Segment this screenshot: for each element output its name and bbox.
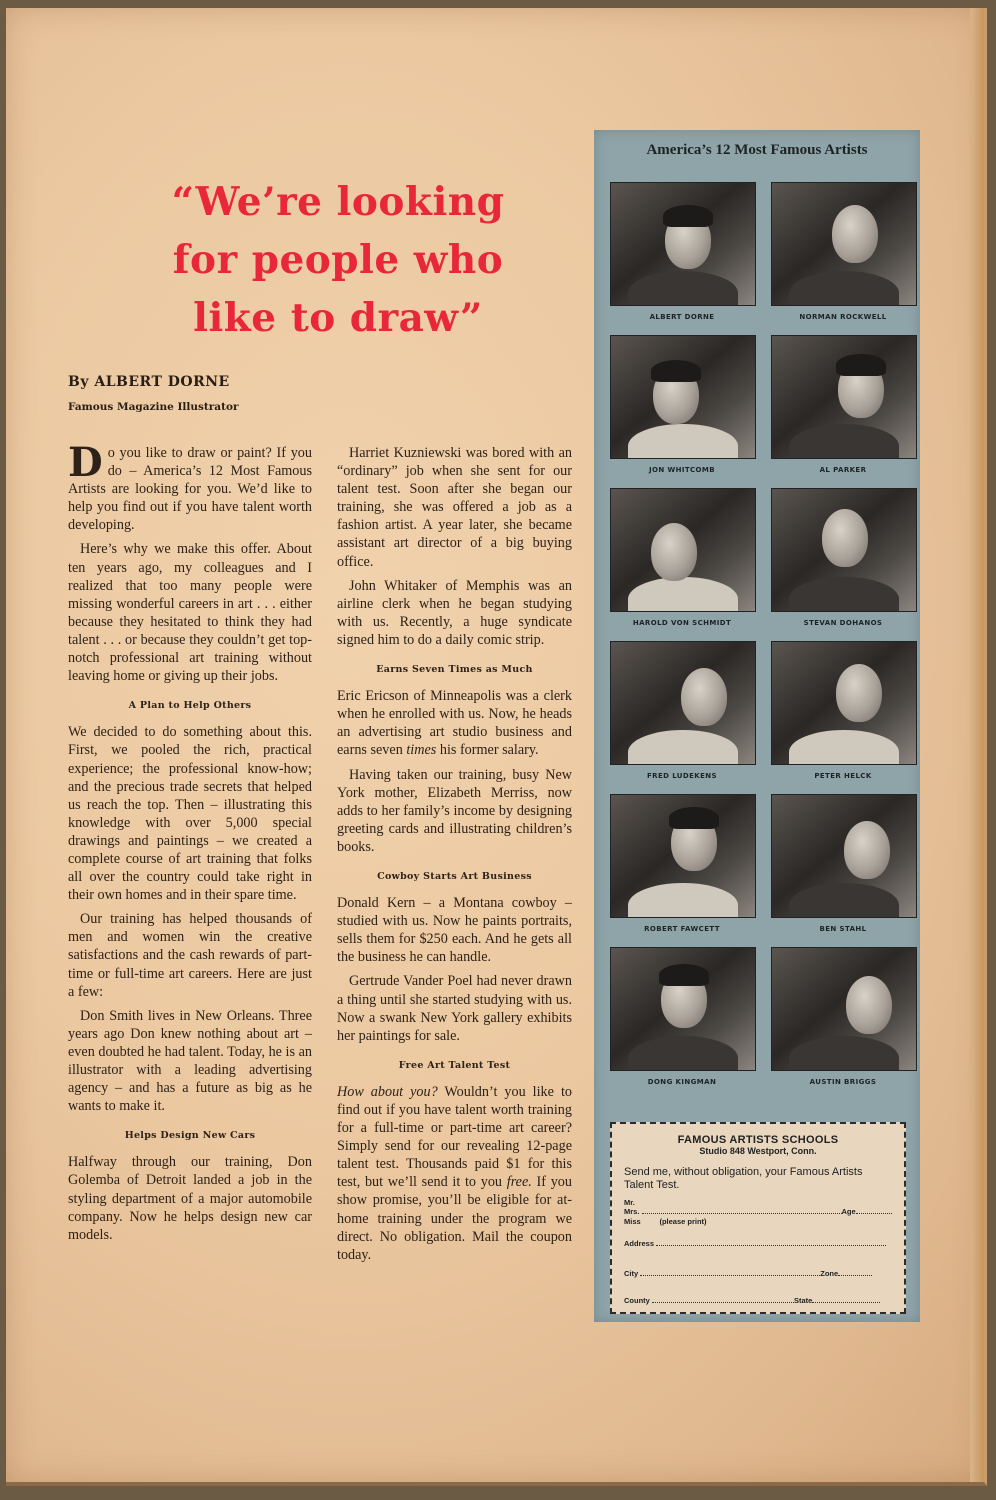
county-label: County [624, 1296, 650, 1305]
artist-name: HAROLD VON SCHMIDT [632, 619, 732, 627]
artists-panel [594, 130, 920, 1322]
paragraph [337, 1083, 572, 1264]
paragraph: Having taken our training, busy New York mother, Elizabeth Merriss, now adds to her family’s income by designing greeting cards and illustrating children’s books. [337, 766, 572, 855]
artist-photo [771, 182, 917, 306]
address-line[interactable] [624, 1239, 894, 1248]
article-column-1 [68, 439, 312, 1250]
artist-card [771, 794, 915, 933]
subheading: Free Art Talent Test [398, 1059, 511, 1071]
photo-face [836, 664, 882, 722]
subheading: Helps Design New Cars [124, 1130, 256, 1142]
artist-name: JON WHITCOMB [649, 466, 715, 474]
address-field[interactable] [656, 1239, 886, 1246]
photo-shoulders [789, 883, 899, 918]
artist-photo [771, 947, 917, 1071]
paragraph-text: Wouldn’t you like to find out if you have talent worth training for a full-time or part-time art career? Simply send for our revealing 12-page talent test. Thousands paid $1 for this test, but we’ll send it to you [337, 1083, 572, 1191]
page-spine [970, 8, 984, 1482]
artist-name: AUSTIN BRIGGS [809, 1078, 877, 1086]
emphasis: free. [506, 1174, 532, 1191]
mr-label: Mr. [624, 1198, 635, 1207]
photo-face [846, 976, 892, 1034]
age-label: Age [841, 1207, 856, 1216]
subheading: Cowboy Starts Art Business [377, 870, 532, 882]
paragraph [68, 439, 312, 534]
paragraph-text: his former salary. [436, 742, 539, 759]
artist-card [771, 182, 915, 321]
artist-card [610, 488, 754, 627]
photo-hair [659, 964, 709, 986]
subheading: A Plan to Help Others [128, 700, 252, 712]
emphasis: How about you? [337, 1083, 438, 1100]
artist-photo [610, 182, 756, 306]
byline: By ALBERT DORNE [68, 374, 230, 390]
artist-name: STEVAN DOHANOS [803, 619, 883, 627]
city-field[interactable] [640, 1269, 820, 1276]
artist-name: BEN STAHL [819, 925, 867, 933]
photo-face [844, 821, 890, 879]
coupon-address: Studio 848 Westport, Conn. [699, 1146, 817, 1156]
headline-line: for people who [172, 237, 504, 283]
paragraph [337, 687, 572, 759]
state-label: State [793, 1296, 813, 1305]
artist-photo [610, 947, 756, 1071]
artist-photo [771, 794, 917, 918]
artist-name: ALBERT DORNE [649, 313, 715, 321]
photo-face [822, 509, 868, 567]
photo-shoulders [628, 730, 738, 765]
artist-card [610, 641, 754, 780]
artist-photo [610, 641, 756, 765]
paragraph-text: If you show promise, you’ll be eligible for at-home training under the program we direct. No obligation. Mail the coupon today. [337, 1174, 572, 1263]
miss-line [624, 1217, 894, 1226]
paragraph: Halfway through our training, Don Golemba of Detroit landed a job in the styling department of a major automobile company. Now he helps design new car models. [68, 1154, 312, 1243]
photo-shoulders [628, 1036, 738, 1071]
artist-name: PETER HELCK [814, 772, 872, 780]
subheading: Earns Seven Times as Much [376, 664, 533, 676]
coupon-text: Send me, without obligation, your Famous Artists Talent Test. [624, 1166, 863, 1191]
artist-card [771, 488, 915, 627]
photo-shoulders [628, 577, 738, 612]
photo-hair [651, 360, 701, 382]
paragraph: John Whitaker of Memphis was an airline clerk when he began studying with us. Recently, a huge syndicate signed him to do a daily comic strip. [337, 577, 572, 648]
article-column-2 [337, 444, 572, 1270]
paragraph-text: o you like to draw or paint? If you do – America’s 12 Most Famous Artists are looking for you. We’d like to help you find out if you have talent worth developing. [68, 445, 312, 534]
headline [128, 173, 548, 347]
artist-card [771, 641, 915, 780]
paragraph: We decided to do something about this. First, we pooled the rich, practical experience; the professional know-how; and the precious trade secrets that helped us reach the top. Then – illustrating this knowledge with over 5,000 special drawings and paintings – we created a complete course of art training that folks all over the country could take right in their own homes and in their spare time. [68, 724, 312, 904]
city-label: City [624, 1269, 639, 1278]
state-field[interactable] [812, 1296, 880, 1303]
paragraph: Gertrude Vander Poel had never drawn a thing until she started studying with us. Now a swank New York gallery exhibits her paintings for sale. [337, 973, 572, 1044]
photo-shoulders [628, 271, 738, 306]
photo-hair [836, 354, 886, 376]
magazine-page [6, 8, 987, 1486]
artist-card [610, 794, 754, 933]
photo-shoulders [789, 1036, 899, 1071]
artist-card [610, 947, 754, 1086]
photo-shoulders [789, 730, 899, 765]
emphasis: times [406, 742, 437, 759]
artist-name: FRED LUDEKENS [647, 772, 717, 780]
artist-card [771, 947, 915, 1086]
artist-photo [610, 488, 756, 612]
photo-shoulders [789, 271, 899, 306]
coupon[interactable] [610, 1122, 906, 1314]
artist-photo [771, 335, 917, 459]
drop-cap: D [68, 439, 103, 486]
paragraph: Our training has helped thousands of men and women win the creative satisfactions and the cash rewards of part-time or full-time art careers. Here are just a few: [68, 911, 312, 1000]
artist-card [610, 182, 754, 321]
artist-name: DONG KINGMAN [647, 1078, 717, 1086]
photo-shoulders [789, 424, 899, 459]
photo-shoulders [789, 577, 899, 612]
artist-card [610, 335, 754, 474]
mrs-label: Mrs. [624, 1207, 640, 1216]
county-line[interactable] [624, 1296, 894, 1305]
paragraph: Don Smith lives in New Orleans. Three years ago Don knew nothing about art – even doubted he had talent. Today, he is an illustrator with a leading advertising agency – and has a future as big as he wants to make it. [68, 1007, 312, 1115]
address-label: Address [624, 1239, 655, 1248]
photo-hair [663, 205, 713, 227]
miss-label: Miss [624, 1217, 641, 1226]
paragraph: Harriet Kuzniewski was bored with an “ordinary” job when she sent for our talent test. Soon after she began our training, she was offered a job as a fashion artist. A year later, she became assistant art director of a big buying office. [337, 445, 572, 570]
coupon-title: FAMOUS ARTISTS SCHOOLS [677, 1134, 839, 1146]
headline-line: like to draw” [193, 295, 483, 341]
photo-face [681, 668, 727, 726]
photo-shoulders [628, 424, 738, 459]
paragraph-text: Eric Ericson of Minneapolis was a clerk when he enrolled with us. Now, he heads an advertising art studio business and earns seven [337, 688, 572, 759]
name-line[interactable] [624, 1207, 894, 1216]
county-field[interactable] [652, 1296, 794, 1303]
headline-line: “We’re looking [171, 179, 505, 225]
artist-name: ROBERT FAWCETT [644, 925, 720, 933]
city-line[interactable] [624, 1269, 894, 1278]
artist-name: NORMAN ROCKWELL [799, 313, 887, 321]
panel-title: America’s 12 Most Famous Artists [646, 142, 868, 158]
paragraph: Donald Kern – a Montana cowboy – studied with us. Now he paints portraits, sells them for $250 each. And he gets all the business he can handle. [337, 895, 572, 966]
photo-face [651, 523, 697, 581]
photo-shoulders [628, 883, 738, 918]
paragraph: Here’s why we make this offer. About ten years ago, my colleagues and I realized that too many people were missing wonderful careers in art . . . either because they hesitated to think they had talent . . . or because they couldn’t get top-notch professional art training without leaving home or giving up their jobs. [68, 541, 312, 685]
zone-field[interactable] [838, 1269, 872, 1276]
artist-photo [771, 641, 917, 765]
byline-subtitle: Famous Magazine Illustrator [68, 401, 239, 413]
zone-label: Zone [820, 1269, 839, 1278]
artist-photo [610, 335, 756, 459]
photo-hair [669, 807, 719, 829]
age-field[interactable] [856, 1207, 892, 1214]
artist-card [771, 335, 915, 474]
photo-face [832, 205, 878, 263]
artist-photo [610, 794, 756, 918]
artist-photo [771, 488, 917, 612]
please-print-label: (please print) [659, 1217, 707, 1226]
artist-name: AL PARKER [819, 466, 867, 474]
name-field[interactable] [642, 1207, 842, 1214]
